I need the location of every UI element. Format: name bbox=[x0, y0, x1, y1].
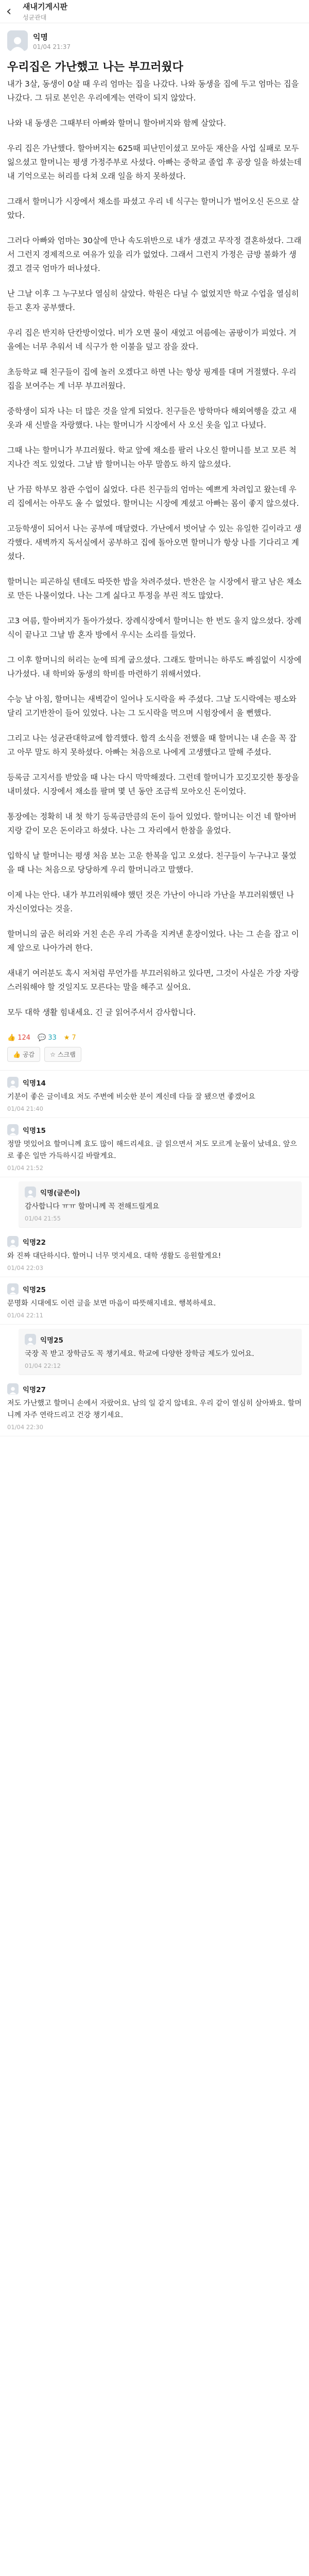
post-paragraph: 고3 여름, 할아버지가 돌아가셨다. 장례식장에서 할머니는 한 번도 울지 않으셨다. 장례식이 끝나고 그날 밤 혼자 방에서 우시는 소리를 들었다. bbox=[7, 616, 302, 639]
comment-author: 익명15 bbox=[23, 1127, 46, 1135]
avatar bbox=[7, 1383, 19, 1395]
post-paragraph: 초등학교 때 친구들이 집에 놀러 오겠다고 하면 나는 항상 핑계를 대며 거절했다. 우리 집을 보여주는 게 너무 부끄러웠다. bbox=[7, 367, 297, 391]
post-time: 01/04 21:37 bbox=[33, 43, 71, 50]
comment-body: 기분이 좋은 글이네요 저도 주변에 비슷한 분이 계신데 다들 잘 됐으면 좋겠어요 bbox=[7, 1093, 255, 1101]
comment-author: 익명22 bbox=[23, 1239, 46, 1247]
post-paragraph: 새내기 여러분도 혹시 저처럼 무언가를 부끄러워하고 있다면, 그것이 사실은 가장 자랑스러워해야 할 것일지도 모른다는 말을 해주고 싶어요. bbox=[7, 969, 299, 992]
avatar bbox=[7, 1283, 19, 1295]
post-paragraph: 그때 나는 할머니가 부끄러웠다. 학교 앞에 채소를 팔러 나오신 할머니를 보고 모른 척 지나간 적도 있었다. 그날 밤 할머니는 아무 말씀도 하지 않으셨다. bbox=[7, 446, 297, 469]
comment-item bbox=[0, 1377, 309, 1436]
avatar bbox=[7, 1236, 19, 1247]
avatar bbox=[7, 1124, 19, 1136]
comment-time: 01/04 21:40 bbox=[7, 1105, 43, 1112]
header-title bbox=[23, 1, 67, 22]
comment-body: 와 진짜 대단하시다. 할머니 너무 멋지세요. 대학 생활도 응원할게요! bbox=[7, 1252, 221, 1260]
post-stats bbox=[0, 1031, 309, 1047]
post-paragraph: 이제 나는 안다. 내가 부끄러워해야 했던 것은 가난이 아니라 가난을 부끄러워했던 나 자신이었다는 것을. bbox=[7, 890, 294, 913]
like-button[interactable]: 👍 공감 bbox=[7, 1047, 40, 1062]
post-paragraph: 그래서 할머니가 시장에서 채소를 파셨고 우리 네 식구는 할머니가 벌어오신 돈으로 살았다. bbox=[7, 197, 299, 220]
comment-item bbox=[0, 1118, 309, 1177]
post-content bbox=[0, 77, 309, 1020]
school-name: 성균관대 bbox=[23, 14, 47, 21]
avatar bbox=[25, 1187, 36, 1198]
post-paragraph: 중학생이 되자 나는 더 많은 것을 알게 되었다. 친구들은 방학마다 해외여행을 갔고 새 옷과 새 신발을 자랑했다. 나는 할머니가 시장에서 사 오신 옷을 입고 다녔다. bbox=[7, 406, 297, 430]
comment-time: 01/04 22:12 bbox=[25, 1362, 61, 1369]
comment-time: 01/04 22:11 bbox=[7, 1312, 43, 1319]
user-icon bbox=[10, 35, 25, 51]
comment-body: 문명화 시대에도 이런 글을 보면 마음이 따뜻해지네요. 행복하세요. bbox=[7, 1299, 216, 1308]
reply-item bbox=[19, 1181, 302, 1228]
comment-count: 💬 33 bbox=[38, 1034, 57, 1042]
comment-icon: 💬 bbox=[38, 1034, 46, 1042]
post-paragraph: 입학식 날 할머니는 평생 처음 보는 고운 한복을 입고 오셨다. 친구들이 누구냐고 물었을 때 나는 처음으로 당당하게 우리 할머니라고 말했다. bbox=[7, 851, 297, 874]
post-paragraph: 할머니는 피곤하실 텐데도 따뜻한 밥을 차려주셨다. 반찬은 늘 시장에서 팔고 남은 채소로 만든 나물이었다. 나는 그게 싫다고 투정을 부린 적도 많았다. bbox=[7, 577, 302, 600]
post-paragraph: 그 이후 할머니의 허리는 눈에 띄게 굽으셨다. 그래도 할머니는 하루도 빠짐없이 시장에 나가셨다. 내 학비와 동생의 학비를 마련하기 위해서였다. bbox=[7, 655, 302, 679]
scrap-count: ★ 7 bbox=[63, 1034, 76, 1042]
avatar bbox=[7, 30, 28, 51]
author-name: 익명 bbox=[33, 32, 48, 42]
post-paragraph: 할머니의 굽은 허리와 거친 손은 우리 가족을 지켜낸 훈장이었다. 나는 그 손을 잡고 이제 앞으로 나아가려 한다. bbox=[7, 929, 299, 953]
avatar bbox=[7, 1077, 19, 1088]
comment-item bbox=[0, 1277, 309, 1325]
scrap-button[interactable]: ☆ 스크랩 bbox=[44, 1047, 81, 1062]
post-title: 우리집은 가난했고 나는 부끄러웠다 bbox=[7, 61, 183, 74]
comment-body: 저도 가난했고 할머니 손에서 자랐어요. 남의 일 같지 않네요. 우리 같이 열심히 살아봐요. 할머니께 자주 연락드리고 건강 챙기세요. bbox=[7, 1399, 302, 1419]
app-header bbox=[0, 0, 309, 23]
avatar bbox=[25, 1334, 36, 1345]
reply-item bbox=[19, 1329, 302, 1375]
comment-body: 정말 멋있어요 할머니께 효도 많이 해드리세요. 글 읽으면서 저도 모르게 눈물이 났네요. 앞으로 좋은 일만 가득하시길 바랄게요. bbox=[7, 1140, 297, 1160]
post-paragraph: 그러다 아빠와 엄마는 30살에 만나 속도위반으로 내가 생겼고 무작정 결혼하셨다. 그래서 그런지 경제적으로 여유가 있을 리가 없었다. 그래서 그런지 가정은 금방 불화가 생겼고 결국 엄마가 떠나셨다. bbox=[7, 236, 302, 273]
post-paragraph: 우리 집은 가난했다. 할아버지는 625때 피난민이셨고 모아둔 재산을 사업 실패로 모두 잃으셨고 할머니는 평생 가정주부로 사셨다. 아빠는 중학교 졸업 후 공장 일을 하셨는데 내 기억으로는 허리를 다쳐 오래 일을 하지 못하셨다. bbox=[7, 144, 302, 181]
board-name: 새내기게시판 bbox=[23, 2, 67, 11]
post-paragraph: 등록금 고지서를 받았을 때 나는 다시 막막해졌다. 그런데 할머니가 꼬깃꼬깃한 통장을 내미셨다. 시장에서 채소를 팔며 몇 년 동안 조금씩 모아오신 돈이었다. bbox=[7, 773, 299, 796]
comment-author: 익명(글쓴이) bbox=[40, 1189, 80, 1197]
comment-body: 감사합니다 ㅠㅠ 할머니께 꼭 전해드릴게요 bbox=[25, 1202, 160, 1211]
comment-item bbox=[0, 1230, 309, 1277]
post-paragraph: 나와 내 동생은 그때부터 아빠와 할머니 할아버지와 함께 살았다. bbox=[7, 118, 226, 128]
comment-author: 익명14 bbox=[23, 1079, 46, 1088]
post-paragraph: 난 가끔 학부모 참관 수업이 싫었다. 다른 친구들의 엄마는 예쁘게 차려입고 왔는데 우리 집에서는 아무도 올 수 없었다. 할머니는 시장에 계셨고 아빠는 몸이 좋지 않으셨다. bbox=[7, 485, 299, 508]
post-paragraph: 내가 3살, 동생이 0살 때 우리 엄마는 집을 나갔다. 나와 동생을 집에 두고 엄마는 집을 나갔다. 그 뒤로 본인은 우리에게는 연락이 되지 않았다. bbox=[7, 79, 299, 103]
chevron-left-icon[interactable]: ‹ bbox=[6, 4, 12, 19]
comment-time: 01/04 21:52 bbox=[7, 1164, 43, 1172]
comment-body: 국장 꼭 받고 장학금도 꼭 챙기세요. 학교에 다양한 장학금 제도가 있어요. bbox=[25, 1350, 254, 1358]
comment-item bbox=[0, 1071, 309, 1118]
comment-author: 익명25 bbox=[23, 1286, 46, 1294]
thumb-up-icon: 👍 bbox=[7, 1034, 16, 1042]
post-paragraph: 우리 집은 반지하 단칸방이었다. 비가 오면 물이 새었고 여름에는 곰팡이가 피었다. 겨울에는 너무 추워서 네 식구가 한 이불을 덮고 잠을 잤다. bbox=[7, 328, 297, 351]
comment-author: 익명27 bbox=[23, 1386, 46, 1394]
thumb-up-icon: 👍 bbox=[13, 1050, 21, 1058]
post-actions bbox=[0, 1047, 309, 1071]
post-paragraph: 모두 대학 생활 힘내세요. 긴 글 읽어주셔서 감사합니다. bbox=[7, 1008, 196, 1017]
comment-time: 01/04 21:55 bbox=[25, 1215, 61, 1222]
star-icon: ☆ bbox=[50, 1050, 56, 1058]
star-icon: ★ bbox=[63, 1034, 70, 1042]
post-paragraph: 고등학생이 되어서 나는 공부에 매달렸다. 가난에서 벗어날 수 있는 유일한 길이라고 생각했다. 새벽까지 독서실에서 공부하고 집에 돌아오면 할머니가 항상 나를 기다리고 계셨다. bbox=[7, 524, 302, 561]
post-paragraph: 통장에는 정확히 내 첫 학기 등록금만큼의 돈이 들어 있었다. 할머니는 이건 네 할아버지랑 같이 모은 돈이라고 하셨다. 나는 그 자리에서 한참을 울었다. bbox=[7, 812, 297, 835]
comment-time: 01/04 22:30 bbox=[7, 1423, 43, 1431]
post-paragraph: 그리고 나는 성균관대학교에 합격했다. 합격 소식을 전했을 때 할머니는 내 손을 꼭 잡고 아무 말도 하지 못하셨다. 아빠는 처음으로 나에게 고생했다고 말해 주셨다. bbox=[7, 734, 297, 757]
comment-time: 01/04 22:03 bbox=[7, 1264, 43, 1272]
comment-list bbox=[0, 1071, 309, 1447]
like-count: 👍 124 bbox=[7, 1034, 31, 1042]
post-paragraph: 난 그날 이후 그 누구보다 열심히 살았다. 학원은 다닐 수 없었지만 학교 수업을 열심히 듣고 혼자 공부했다. bbox=[7, 289, 299, 312]
comment-author: 익명25 bbox=[40, 1336, 63, 1345]
post-author bbox=[0, 23, 309, 54]
post-paragraph: 수능 날 아침, 할머니는 새벽같이 일어나 도시락을 싸 주셨다. 그날 도시락에는 평소와 달리 고기반찬이 들어 있었다. 나는 그 도시락을 먹으며 시험장에서 울 뻔했다. bbox=[7, 694, 297, 718]
